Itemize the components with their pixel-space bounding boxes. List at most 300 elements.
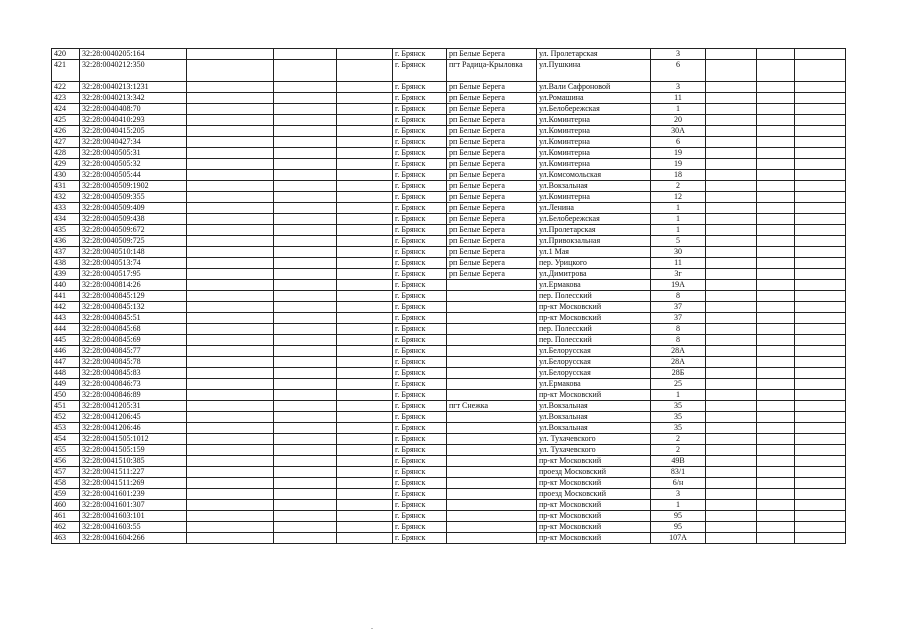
row-number-cell: 459 xyxy=(52,489,80,500)
settlement-cell xyxy=(447,368,537,379)
empty-cell xyxy=(706,214,757,225)
empty-cell xyxy=(706,456,757,467)
settlement-cell: рп Белые Берега xyxy=(447,82,537,93)
empty-cell xyxy=(274,302,337,313)
empty-cell xyxy=(795,434,846,445)
empty-cell xyxy=(274,247,337,258)
empty-cell xyxy=(706,148,757,159)
empty-cell xyxy=(337,379,393,390)
cadastral-number-cell: 32:28:0040505:32 xyxy=(80,159,187,170)
empty-cell xyxy=(337,511,393,522)
empty-cell xyxy=(795,401,846,412)
settlement-cell: рп Белые Берега xyxy=(447,104,537,115)
empty-cell xyxy=(187,258,274,269)
city-cell: г. Брянск xyxy=(393,379,447,390)
empty-cell xyxy=(274,313,337,324)
settlement-cell: рп Белые Берега xyxy=(447,159,537,170)
table-row xyxy=(52,302,846,313)
row-number-cell: 452 xyxy=(52,412,80,423)
empty-cell xyxy=(274,423,337,434)
scan-speck xyxy=(371,628,373,629)
empty-cell xyxy=(706,137,757,148)
empty-cell xyxy=(757,467,795,478)
empty-cell xyxy=(274,104,337,115)
table-row xyxy=(52,93,846,104)
empty-cell xyxy=(795,423,846,434)
house-number-cell: 28А xyxy=(651,346,706,357)
street-cell: проезд Московский xyxy=(537,489,651,500)
empty-cell xyxy=(795,214,846,225)
empty-cell xyxy=(757,335,795,346)
table-row xyxy=(52,192,846,203)
cadastral-number-cell: 32:28:0040410:293 xyxy=(80,115,187,126)
empty-cell xyxy=(706,49,757,60)
cadastral-number-cell: 32:28:0041511:227 xyxy=(80,467,187,478)
empty-cell xyxy=(757,280,795,291)
empty-cell xyxy=(187,49,274,60)
table-row xyxy=(52,511,846,522)
empty-cell xyxy=(757,214,795,225)
cadastral-number-cell: 32:28:0040505:31 xyxy=(80,148,187,159)
empty-cell xyxy=(706,368,757,379)
row-number-cell: 436 xyxy=(52,236,80,247)
empty-cell xyxy=(757,500,795,511)
empty-cell xyxy=(337,302,393,313)
city-cell: г. Брянск xyxy=(393,313,447,324)
empty-cell xyxy=(187,489,274,500)
empty-cell xyxy=(757,346,795,357)
city-cell: г. Брянск xyxy=(393,115,447,126)
street-cell: ул.Ермакова xyxy=(537,280,651,291)
city-cell: г. Брянск xyxy=(393,478,447,489)
empty-cell xyxy=(187,522,274,533)
row-number-cell: 455 xyxy=(52,445,80,456)
table-row xyxy=(52,335,846,346)
row-number-cell: 421 xyxy=(52,60,80,82)
street-cell: ул.Ермакова xyxy=(537,379,651,390)
empty-cell xyxy=(706,489,757,500)
table-row xyxy=(52,181,846,192)
table-row xyxy=(52,170,846,181)
table-row xyxy=(52,423,846,434)
house-number-cell: 1 xyxy=(651,203,706,214)
street-cell: ул.Вокзальная xyxy=(537,181,651,192)
settlement-cell xyxy=(447,379,537,390)
street-cell: ул.1 Мая xyxy=(537,247,651,258)
city-cell: г. Брянск xyxy=(393,357,447,368)
empty-cell xyxy=(274,82,337,93)
street-cell: ул.Коминтерна xyxy=(537,115,651,126)
empty-cell xyxy=(757,390,795,401)
street-cell: ул.Димитрова xyxy=(537,269,651,280)
empty-cell xyxy=(187,313,274,324)
cadastral-number-cell: 32:28:0040517:95 xyxy=(80,269,187,280)
table-row xyxy=(52,500,846,511)
empty-cell xyxy=(757,159,795,170)
city-cell: г. Брянск xyxy=(393,522,447,533)
house-number-cell: 1 xyxy=(651,214,706,225)
house-number-cell: 12 xyxy=(651,192,706,203)
table-row xyxy=(52,82,846,93)
empty-cell xyxy=(337,533,393,544)
empty-cell xyxy=(795,302,846,313)
settlement-cell: рп Белые Берега xyxy=(447,247,537,258)
cadastral-number-cell: 32:28:0040814:26 xyxy=(80,280,187,291)
settlement-cell: рп Белые Берега xyxy=(447,236,537,247)
empty-cell xyxy=(795,335,846,346)
street-cell: пр-кт Московский xyxy=(537,533,651,544)
street-cell: пр-кт Московский xyxy=(537,390,651,401)
street-cell: пер. Урицкого xyxy=(537,258,651,269)
street-cell: пр-кт Московский xyxy=(537,500,651,511)
empty-cell xyxy=(187,368,274,379)
table-row xyxy=(52,478,846,489)
empty-cell xyxy=(274,60,337,82)
empty-cell xyxy=(274,368,337,379)
house-number-cell: 83/1 xyxy=(651,467,706,478)
empty-cell xyxy=(274,390,337,401)
empty-cell xyxy=(337,126,393,137)
settlement-cell xyxy=(447,324,537,335)
cadastral-number-cell: 32:28:0041505:1012 xyxy=(80,434,187,445)
house-number-cell: 5 xyxy=(651,236,706,247)
row-number-cell: 442 xyxy=(52,302,80,313)
settlement-cell: рп Белые Берега xyxy=(447,258,537,269)
city-cell: г. Брянск xyxy=(393,181,447,192)
table-row xyxy=(52,269,846,280)
empty-cell xyxy=(187,159,274,170)
house-number-cell: 18 xyxy=(651,170,706,181)
empty-cell xyxy=(706,82,757,93)
house-number-cell: 6/н xyxy=(651,478,706,489)
empty-cell xyxy=(706,269,757,280)
row-number-cell: 420 xyxy=(52,49,80,60)
empty-cell xyxy=(795,478,846,489)
cadastral-number-cell: 32:28:0040509:409 xyxy=(80,203,187,214)
house-number-cell: 2 xyxy=(651,445,706,456)
empty-cell xyxy=(274,478,337,489)
empty-cell xyxy=(187,445,274,456)
table-row xyxy=(52,379,846,390)
settlement-cell xyxy=(447,302,537,313)
settlement-cell xyxy=(447,357,537,368)
cadastral-number-cell: 32:28:0040408:70 xyxy=(80,104,187,115)
settlement-cell: рп Белые Берега xyxy=(447,269,537,280)
settlement-cell: рп Белые Берега xyxy=(447,148,537,159)
house-number-cell: 95 xyxy=(651,522,706,533)
row-number-cell: 434 xyxy=(52,214,80,225)
empty-cell xyxy=(187,434,274,445)
empty-cell xyxy=(187,533,274,544)
house-number-cell: 19А xyxy=(651,280,706,291)
city-cell: г. Брянск xyxy=(393,170,447,181)
row-number-cell: 431 xyxy=(52,181,80,192)
row-number-cell: 448 xyxy=(52,368,80,379)
empty-cell xyxy=(757,522,795,533)
row-number-cell: 454 xyxy=(52,434,80,445)
table-row xyxy=(52,280,846,291)
house-number-cell: 6 xyxy=(651,60,706,82)
empty-cell xyxy=(337,49,393,60)
empty-cell xyxy=(706,291,757,302)
empty-cell xyxy=(274,434,337,445)
table-row xyxy=(52,401,846,412)
empty-cell xyxy=(187,236,274,247)
table-row xyxy=(52,225,846,236)
empty-cell xyxy=(757,82,795,93)
empty-cell xyxy=(795,148,846,159)
table-row xyxy=(52,489,846,500)
empty-cell xyxy=(706,401,757,412)
house-number-cell: 8 xyxy=(651,324,706,335)
empty-cell xyxy=(337,522,393,533)
empty-cell xyxy=(187,412,274,423)
street-cell: ул.Коминтерна xyxy=(537,192,651,203)
city-cell: г. Брянск xyxy=(393,60,447,82)
settlement-cell: рп Белые Берега xyxy=(447,214,537,225)
empty-cell xyxy=(757,60,795,82)
cadastral-number-cell: 32:28:0040509:1902 xyxy=(80,181,187,192)
empty-cell xyxy=(337,192,393,203)
settlement-cell: рп Белые Берега xyxy=(447,181,537,192)
cadastral-number-cell: 32:28:0041601:307 xyxy=(80,500,187,511)
empty-cell xyxy=(187,357,274,368)
settlement-cell xyxy=(447,412,537,423)
city-cell: г. Брянск xyxy=(393,467,447,478)
empty-cell xyxy=(706,412,757,423)
empty-cell xyxy=(757,126,795,137)
empty-cell xyxy=(337,390,393,401)
empty-cell xyxy=(795,500,846,511)
city-cell: г. Брянск xyxy=(393,335,447,346)
house-number-cell: 30 xyxy=(651,247,706,258)
settlement-cell: рп Белые Берега xyxy=(447,49,537,60)
empty-cell xyxy=(274,49,337,60)
settlement-cell xyxy=(447,467,537,478)
row-number-cell: 444 xyxy=(52,324,80,335)
city-cell: г. Брянск xyxy=(393,192,447,203)
house-number-cell: 6 xyxy=(651,137,706,148)
house-number-cell: 28Б xyxy=(651,368,706,379)
settlement-cell xyxy=(447,423,537,434)
empty-cell xyxy=(187,390,274,401)
empty-cell xyxy=(337,489,393,500)
empty-cell xyxy=(187,456,274,467)
empty-cell xyxy=(757,445,795,456)
row-number-cell: 433 xyxy=(52,203,80,214)
settlement-cell xyxy=(447,456,537,467)
empty-cell xyxy=(187,137,274,148)
cadastral-number-cell: 32:28:0041604:266 xyxy=(80,533,187,544)
empty-cell xyxy=(337,478,393,489)
empty-cell xyxy=(187,181,274,192)
empty-cell xyxy=(337,258,393,269)
row-number-cell: 453 xyxy=(52,423,80,434)
empty-cell xyxy=(795,49,846,60)
house-number-cell: 3 xyxy=(651,489,706,500)
empty-cell xyxy=(706,500,757,511)
table-row xyxy=(52,357,846,368)
house-number-cell: 1 xyxy=(651,500,706,511)
empty-cell xyxy=(274,192,337,203)
row-number-cell: 450 xyxy=(52,390,80,401)
cadastral-number-cell: 32:28:0041206:46 xyxy=(80,423,187,434)
empty-cell xyxy=(706,159,757,170)
city-cell: г. Брянск xyxy=(393,423,447,434)
empty-cell xyxy=(274,225,337,236)
cadastral-number-cell: 32:28:0040509:355 xyxy=(80,192,187,203)
empty-cell xyxy=(706,126,757,137)
cadastral-number-cell: 32:28:0040509:438 xyxy=(80,214,187,225)
empty-cell xyxy=(795,445,846,456)
empty-cell xyxy=(757,269,795,280)
empty-cell xyxy=(795,291,846,302)
row-number-cell: 426 xyxy=(52,126,80,137)
row-number-cell: 463 xyxy=(52,533,80,544)
empty-cell xyxy=(337,159,393,170)
city-cell: г. Брянск xyxy=(393,269,447,280)
cadastral-number-cell: 32:28:0041511:269 xyxy=(80,478,187,489)
empty-cell xyxy=(274,412,337,423)
empty-cell xyxy=(706,335,757,346)
empty-cell xyxy=(757,456,795,467)
empty-cell xyxy=(757,115,795,126)
city-cell: г. Брянск xyxy=(393,49,447,60)
settlement-cell: рп Белые Берега xyxy=(447,115,537,126)
settlement-cell xyxy=(447,522,537,533)
empty-cell xyxy=(337,423,393,434)
city-cell: г. Брянск xyxy=(393,412,447,423)
street-cell: пр-кт Московский xyxy=(537,522,651,533)
row-number-cell: 457 xyxy=(52,467,80,478)
empty-cell xyxy=(187,478,274,489)
empty-cell xyxy=(706,236,757,247)
empty-cell xyxy=(187,60,274,82)
empty-cell xyxy=(795,390,846,401)
row-number-cell: 427 xyxy=(52,137,80,148)
empty-cell xyxy=(274,170,337,181)
house-number-cell: 30А xyxy=(651,126,706,137)
empty-cell xyxy=(757,423,795,434)
city-cell: г. Брянск xyxy=(393,368,447,379)
empty-cell xyxy=(757,181,795,192)
empty-cell xyxy=(706,357,757,368)
cadastral-number-cell: 32:28:0040845:132 xyxy=(80,302,187,313)
empty-cell xyxy=(757,203,795,214)
empty-cell xyxy=(337,324,393,335)
empty-cell xyxy=(706,93,757,104)
city-cell: г. Брянск xyxy=(393,214,447,225)
empty-cell xyxy=(795,203,846,214)
street-cell: ул.Пушкина xyxy=(537,60,651,82)
house-number-cell: 3 xyxy=(651,49,706,60)
row-number-cell: 439 xyxy=(52,269,80,280)
house-number-cell: 1 xyxy=(651,225,706,236)
empty-cell xyxy=(274,126,337,137)
empty-cell xyxy=(187,269,274,280)
cadastral-number-cell: 32:28:0040845:69 xyxy=(80,335,187,346)
cadastral-number-cell: 32:28:0041510:385 xyxy=(80,456,187,467)
street-cell: проезд Московский xyxy=(537,467,651,478)
empty-cell xyxy=(274,258,337,269)
settlement-cell: рп Белые Берега xyxy=(447,225,537,236)
empty-cell xyxy=(706,104,757,115)
row-number-cell: 461 xyxy=(52,511,80,522)
settlement-cell xyxy=(447,335,537,346)
house-number-cell: 25 xyxy=(651,379,706,390)
house-number-cell: 19 xyxy=(651,159,706,170)
empty-cell xyxy=(274,93,337,104)
house-number-cell: 37 xyxy=(651,313,706,324)
empty-cell xyxy=(795,489,846,500)
row-number-cell: 425 xyxy=(52,115,80,126)
empty-cell xyxy=(795,104,846,115)
empty-cell xyxy=(337,181,393,192)
table-row xyxy=(52,247,846,258)
street-cell: пр-кт Московский xyxy=(537,302,651,313)
table-row xyxy=(52,346,846,357)
row-number-cell: 443 xyxy=(52,313,80,324)
cadastral-number-cell: 32:28:0041603:55 xyxy=(80,522,187,533)
empty-cell xyxy=(795,115,846,126)
empty-cell xyxy=(187,401,274,412)
empty-cell xyxy=(706,280,757,291)
city-cell: г. Брянск xyxy=(393,82,447,93)
empty-cell xyxy=(795,236,846,247)
empty-cell xyxy=(337,82,393,93)
empty-cell xyxy=(795,324,846,335)
empty-cell xyxy=(274,137,337,148)
empty-cell xyxy=(337,357,393,368)
empty-cell xyxy=(706,302,757,313)
empty-cell xyxy=(706,423,757,434)
street-cell: пр-кт Московский xyxy=(537,511,651,522)
table-row xyxy=(52,368,846,379)
settlement-cell xyxy=(447,390,537,401)
street-cell: ул.Ленина xyxy=(537,203,651,214)
empty-cell xyxy=(706,434,757,445)
row-number-cell: 429 xyxy=(52,159,80,170)
empty-cell xyxy=(757,533,795,544)
empty-cell xyxy=(337,335,393,346)
cadastral-number-cell: 32:28:0040212:350 xyxy=(80,60,187,82)
settlement-cell: пгт Радица-Крыловка xyxy=(447,60,537,82)
city-cell: г. Брянск xyxy=(393,93,447,104)
empty-cell xyxy=(757,236,795,247)
cadastral-number-cell: 32:28:0041205:31 xyxy=(80,401,187,412)
street-cell: ул.Ромашина xyxy=(537,93,651,104)
empty-cell xyxy=(757,170,795,181)
empty-cell xyxy=(337,60,393,82)
empty-cell xyxy=(274,500,337,511)
house-number-cell: 1 xyxy=(651,390,706,401)
cadastral-number-cell: 32:28:0041206:45 xyxy=(80,412,187,423)
empty-cell xyxy=(757,302,795,313)
city-cell: г. Брянск xyxy=(393,126,447,137)
registry-table xyxy=(51,48,846,544)
empty-cell xyxy=(795,126,846,137)
empty-cell xyxy=(187,335,274,346)
empty-cell xyxy=(337,291,393,302)
settlement-cell xyxy=(447,434,537,445)
empty-cell xyxy=(337,280,393,291)
empty-cell xyxy=(274,379,337,390)
empty-cell xyxy=(795,159,846,170)
table-row xyxy=(52,60,846,82)
empty-cell xyxy=(337,445,393,456)
settlement-cell xyxy=(447,533,537,544)
house-number-cell: 95 xyxy=(651,511,706,522)
